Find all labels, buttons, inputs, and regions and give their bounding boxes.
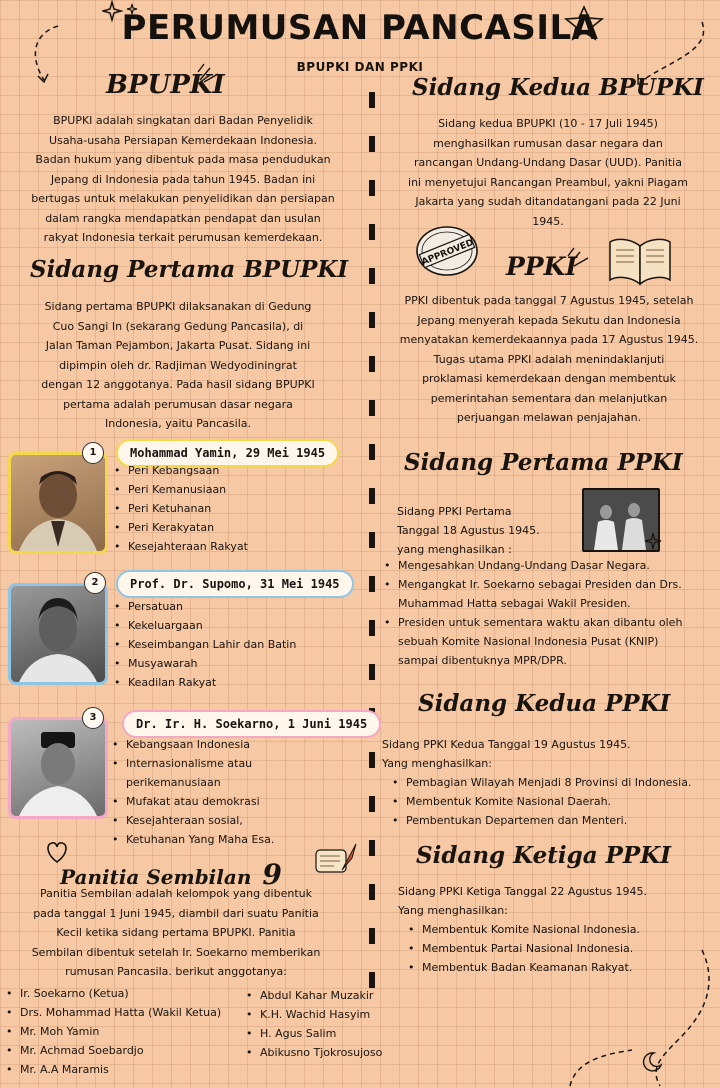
svg-text:APPROVED: APPROVED (420, 237, 476, 268)
list-item: • Ketuhanan Yang Maha Esa. (112, 830, 274, 849)
list-item: • Membentuk Komite Nasional Indonesia. (408, 920, 640, 939)
list-item: sebuah Komite Nasional Indonesia Pusat (KNIP) (398, 635, 659, 648)
list-item: • Abikusno Tjokrosujoso (246, 1043, 382, 1062)
list-item: • H. Agus Salim (246, 1024, 382, 1043)
emphasis-lines-icon (566, 246, 592, 268)
page-title: PERUMUSAN PANCASILA (121, 8, 599, 48)
list-item: • Membentuk Badan Keamanan Rakyat. (408, 958, 640, 977)
sidang-pertama-ppki-heading: Sidang Pertama PPKI (404, 449, 683, 476)
list-item: • Keadilan Rakyat (114, 673, 296, 692)
list-item: • Internasionalisme atau (112, 754, 274, 773)
panitia-members-right (246, 986, 382, 1062)
panitia-sembilan-heading: Panitia Sembilan 9 (60, 858, 282, 891)
list-item: • Mr. Achmad Soebardjo (6, 1041, 221, 1060)
speaker-3-number-badge: 3 (82, 707, 104, 729)
open-book-icon (606, 234, 674, 288)
ppki-description: PPKI dibentuk pada tanggal 7 Agustus 1945, setelah Jepang menyerah kepada Sekutu dan Indonesia menyatakan kemerdekaannya pada 17 Agustus 1945. Tugas utama PPKI adalah menindaklanjuti proklamasi kemerdekaan dengan membentuk pemerintahan sementara dan melanjutkan perjuangan melawan penjajahan. (399, 294, 699, 424)
divider-dash (369, 532, 375, 548)
bpupki-heading: BPUPKI (106, 70, 225, 100)
list-item: • Peri Ketuhanan (114, 499, 248, 518)
divider-dash (369, 620, 375, 636)
list-item: • Peri Kerakyatan (114, 518, 248, 537)
sidang-kedua-bpupki-description: Sidang kedua BPUPKI (10 - 17 Juli 1945) menghasilkan rumusan dasar negara dan rancangan Undang-Undang Dasar (UUD). Panitia ini menyetujui Rancangan Preambul, yakni Piagam Jakarta yang sudah ditandatangani pada 22 Juni 1945. (408, 117, 688, 228)
speaker-3-points (112, 735, 274, 849)
list-item: • K.H. Wachid Hasyim (246, 1005, 382, 1024)
list-item: • Keseimbangan Lahir dan Batin (114, 635, 296, 654)
list-item: • Peri Kebangsaan (114, 461, 248, 480)
divider-dash (369, 796, 375, 812)
supomo-portrait (8, 583, 108, 685)
list-item: Muhammad Hatta sebagai Wakil Presiden. (398, 597, 631, 610)
panitia-members-left (6, 984, 221, 1079)
sidang-ketiga-ppki-heading: Sidang Ketiga PPKI (416, 842, 671, 869)
list-item: • Mengesahkan Undang-Undang Dasar Negara. (384, 556, 682, 575)
speaker-2-name-pill: Prof. Dr. Supomo, 31 Mei 1945 (116, 570, 354, 598)
page-subtitle: BPUPKI DAN PPKI (296, 60, 424, 74)
list-item: sampai dibentuknya MPR/DPR. (398, 654, 567, 667)
dashed-curve-icon (566, 1040, 636, 1088)
sidang-pertama-bpupki-heading: Sidang Pertama BPUPKI (30, 256, 349, 283)
divider-dash (369, 444, 375, 460)
speaker-1-points (114, 461, 248, 556)
divider-dash (369, 356, 375, 372)
speaker-1-number-badge: 1 (82, 442, 104, 464)
list-item: • Mufakat atau demokrasi (112, 792, 274, 811)
emphasis-lines-icon (196, 62, 222, 84)
yamin-portrait (8, 452, 108, 554)
sidang-pertama-ppki-intro: Sidang PPKI Pertama Tanggal 18 Agustus 1945. yang menghasilkan : (397, 505, 540, 556)
moon-icon (640, 1050, 664, 1074)
divider-dash (369, 576, 375, 592)
sidang-ketiga-ppki-points (408, 920, 640, 977)
list-item: • Kesejahteraan Rakyat (114, 537, 248, 556)
bpupki-description: BPUPKI adalah singkatan dari Badan Penyelidik Usaha-usaha Persiapan Kemerdekaan Indonesia. Badan hukum yang dibentuk pada masa pendudukan Jepang di Indonesia pada tahun 1945. Badan ini bertugas untuk melakukan penyelidikan dan persiapan dalam rangka mendapatkan pendapat dan usulan rakyat Indonesia terkait perumusan kemerdekaan. (31, 114, 335, 244)
list-item: • Musyawarah (114, 654, 296, 673)
sidang-pertama-ppki-points (384, 556, 682, 670)
divider-dash (369, 400, 375, 416)
list-item: perikemanusiaan (126, 776, 221, 789)
list-item: • Mr. Moh Yamin (6, 1022, 221, 1041)
speaker-2-points (114, 597, 296, 692)
divider-dash (369, 136, 375, 152)
sparkle-icon (644, 532, 662, 550)
list-item: • Drs. Mohammad Hatta (Wakil Ketua) (6, 1003, 221, 1022)
divider-dash (369, 488, 375, 504)
sidang-kedua-ppki-intro: Sidang PPKI Kedua Tanggal 19 Agustus 1945. Yang menghasilkan: (382, 738, 631, 770)
divider-dash (369, 180, 375, 196)
list-item: • Mengangkat Ir. Soekarno sebagai Presiden dan Drs. (384, 575, 682, 594)
speaker-3-name-pill: Dr. Ir. H. Soekarno, 1 Juni 1945 (122, 710, 381, 738)
divider-dash (369, 268, 375, 284)
divider-dash (369, 840, 375, 856)
divider-dash (369, 928, 375, 944)
list-item: • Kekeluargaan (114, 616, 296, 635)
list-item: • Peri Kemanusiaan (114, 480, 248, 499)
divider-dash (369, 224, 375, 240)
list-item: • Ir. Soekarno (Ketua) (6, 984, 221, 1003)
sidang-kedua-bpupki-heading: Sidang Kedua BPUPKI (412, 74, 704, 101)
list-item: • Kesejahteraan sosial, (112, 811, 274, 830)
sidang-kedua-ppki-points (392, 773, 691, 830)
panitia-sembilan-description: Panitia Sembilan adalah kelompok yang dibentuk pada tanggal 1 Juni 1945, diambil dari suatu Panitia Kecil ketika sidang pertama BPUPKI. Panitia Sembilan dibentuk setelah Ir. Soekarno memberikan rumusan Pancasila. berikut anggotanya: (31, 887, 321, 978)
speaker-1-name-pill: Mohammad Yamin, 29 Mei 1945 (116, 439, 339, 467)
list-item: • Presiden untuk sementara waktu akan dibantu oleh (384, 613, 682, 632)
ppki-heading: PPKI (506, 252, 578, 281)
speaker-2-number-badge: 2 (84, 572, 106, 594)
divider-dash (369, 312, 375, 328)
divider-dash (369, 752, 375, 768)
sidang-pertama-bpupki-description: Sidang pertama BPUPKI dilaksanakan di Gedung Cuo Sangi In (sekarang Gedung Pancasila), di Jalan Taman Pejambon, Jakarta Pusat. Sidang ini dipimpin oleh dr. Radjiman Wedyodiningrat dengan 12 anggotanya. Pada hasil sidang BPUPKI pertama adalah perumusan dasar negara Indonesia, yaitu Pancasila. (41, 300, 315, 430)
list-item: • Mr. A.A Maramis (6, 1060, 221, 1079)
list-item: • Membentuk Komite Nasional Daerah. (392, 792, 691, 811)
approved-stamp-icon (414, 224, 480, 278)
sidang-ketiga-ppki-intro: Sidang PPKI Ketiga Tanggal 22 Agustus 1945. Yang menghasilkan: (398, 885, 648, 917)
soekarno-portrait (8, 717, 108, 819)
list-item: • Kebangsaan Indonesia (112, 735, 274, 754)
scroll-quill-icon (312, 840, 360, 880)
list-item: • Membentuk Partai Nasional Indonesia. (408, 939, 640, 958)
list-item: • Abdul Kahar Muzakir (246, 986, 382, 1005)
sidang-kedua-ppki-heading: Sidang Kedua PPKI (418, 690, 671, 717)
list-item: • Persatuan (114, 597, 296, 616)
divider-dash (369, 664, 375, 680)
divider-dash (369, 92, 375, 108)
list-item: • Pembentukan Departemen dan Menteri. (392, 811, 691, 830)
divider-dash (369, 884, 375, 900)
list-item: • Pembagian Wilayah Menjadi 8 Provinsi di Indonesia. (392, 773, 691, 792)
